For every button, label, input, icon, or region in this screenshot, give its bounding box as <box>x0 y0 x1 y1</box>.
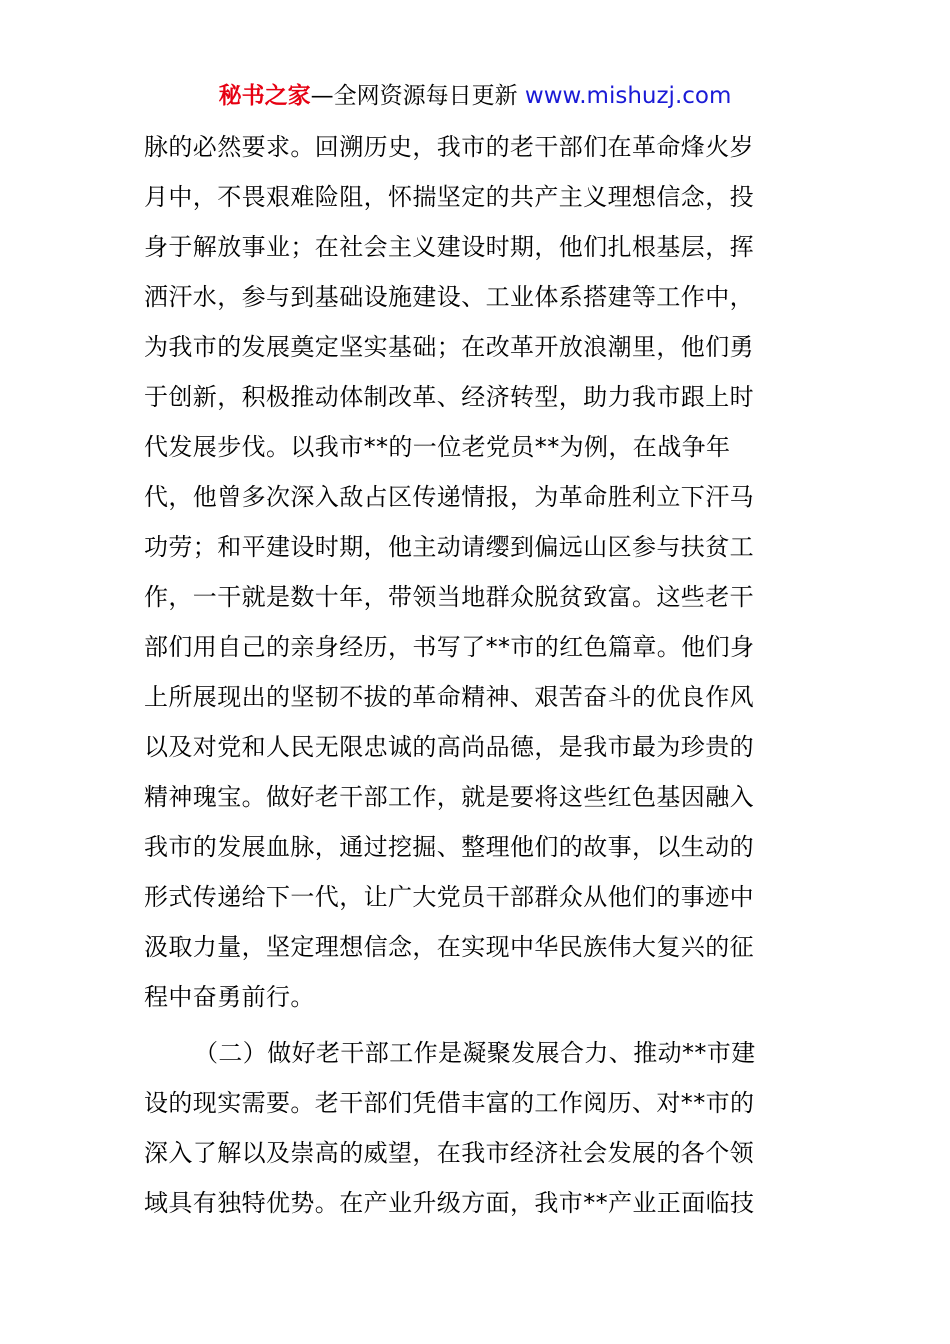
text-line: 汲取力量，坚定理想信念，在实现中华民族伟大复兴的征 <box>144 933 754 961</box>
text-line: 精神瑰宝。做好老干部工作，就是要将这些红色基因融入 <box>144 783 754 811</box>
text-line: 身于解放事业；在社会主义建设时期，他们扎根基层，挥 <box>144 233 754 261</box>
text-line: 以及对党和人民无限忠诚的高尚品德，是我市最为珍贵的 <box>144 733 754 761</box>
text-line: 于创新，积极推动体制改革、经济转型，助力我市跟上时 <box>144 383 754 411</box>
text-line: 脉的必然要求。回溯历史，我市的老干部们在革命烽火岁 <box>144 133 754 161</box>
paragraph-2 <box>144 1028 814 1228</box>
text-line: 洒汗水，参与到基础设施建设、工业体系搭建等工作中， <box>144 283 754 311</box>
section-heading-line: （二）做好老干部工作是凝聚发展合力、推动**市建 <box>194 1039 756 1067</box>
text-line: 上所展现出的坚韧不拔的革命精神、艰苦奋斗的优良作风 <box>144 683 754 711</box>
text-line: 作，一干就是数十年，带领当地群众脱贫致富。这些老干 <box>144 583 754 611</box>
text-line: 形式传递给下一代，让广大党员干部群众从他们的事迹中 <box>144 883 754 911</box>
text-line: 月中，不畏艰难险阻，怀揣坚定的共产主义理想信念，投 <box>144 183 754 211</box>
text-line: 深入了解以及崇高的威望，在我市经济社会发展的各个领 <box>144 1139 754 1167</box>
text-line: 功劳；和平建设时期，他主动请缨到偏远山区参与扶贫工 <box>144 533 754 561</box>
text-line: 我市的发展血脉，通过挖掘、整理他们的故事，以生动的 <box>144 833 754 861</box>
site-header <box>0 80 950 112</box>
site-url[interactable]: www.mishuzj.com <box>524 83 732 109</box>
paragraph-1 <box>144 122 814 1022</box>
text-line: 程中奋勇前行。 <box>144 983 315 1011</box>
text-line: 设的现实需要。老干部们凭借丰富的工作阅历、对**市的 <box>144 1089 755 1117</box>
site-brand: 秘书之家 <box>218 83 311 109</box>
document-body <box>144 122 814 1228</box>
text-line: 为我市的发展奠定坚实基础；在改革开放浪潮里，他们勇 <box>144 333 754 361</box>
text-line: 部们用自己的亲身经历，书写了**市的红色篇章。他们身 <box>144 633 755 661</box>
site-tagline: —全网资源每日更新 <box>310 83 518 109</box>
text-line: 代发展步伐。以我市**的一位老党员**为例，在战争年 <box>144 433 731 461</box>
text-line: 域具有独特优势。在产业升级方面，我市**产业正面临技 <box>144 1189 755 1217</box>
text-line: 代，他曾多次深入敌占区传递情报，为革命胜利立下汗马 <box>144 483 754 511</box>
